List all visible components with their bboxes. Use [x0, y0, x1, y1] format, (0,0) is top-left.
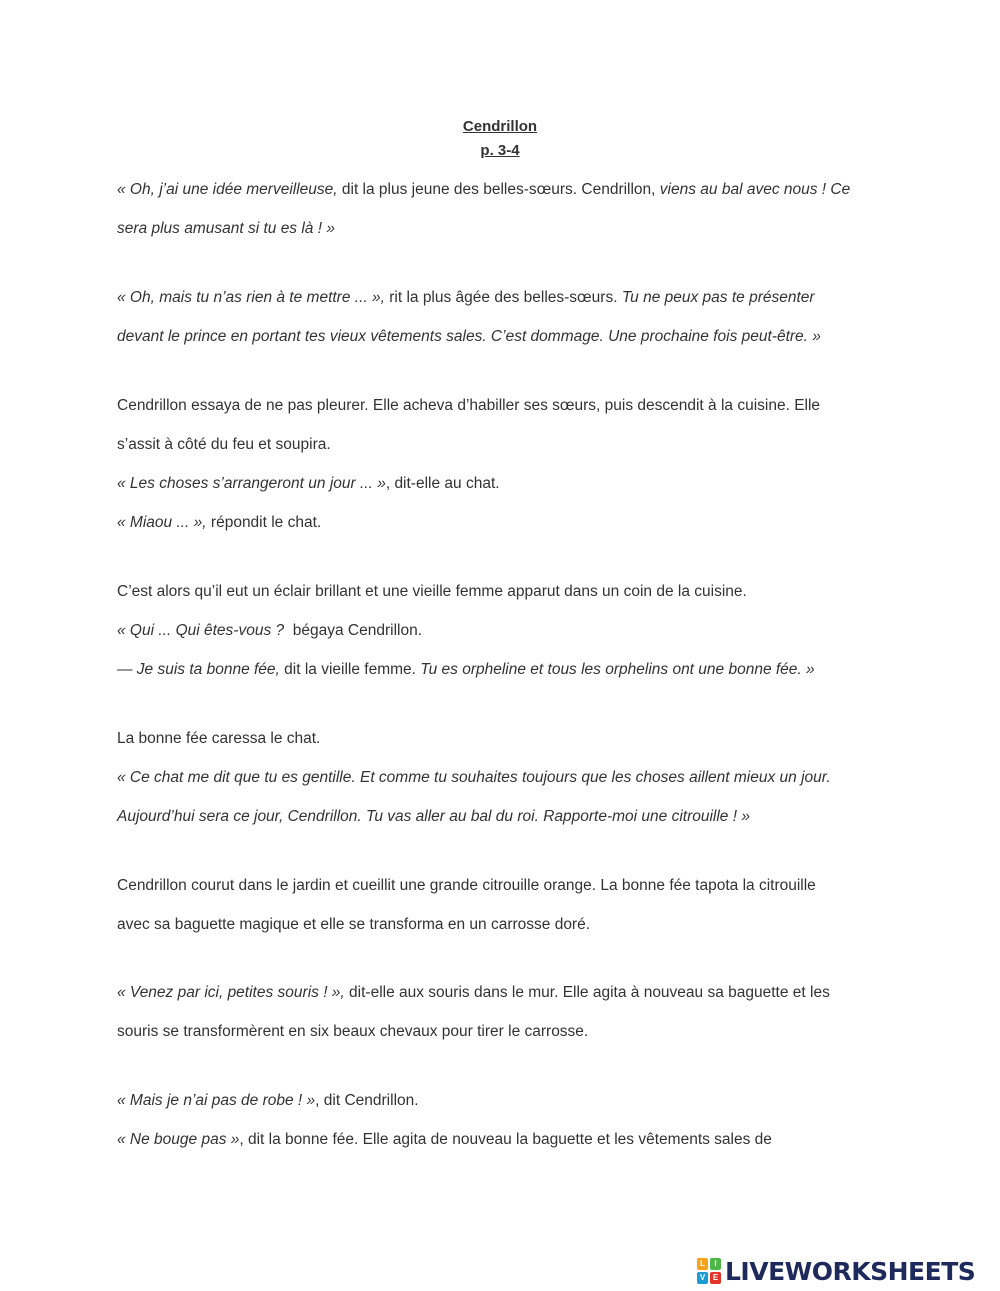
dialogue-text: « Venez par ici, petites souris ! », — [117, 984, 345, 1001]
narration-text: dit la plus jeune des belles-sœurs. Cendrillon, — [337, 181, 660, 198]
dialogue-text: « Oh, mais tu n’as rien à te mettre ... », — [117, 289, 385, 306]
dialogue-text: viens au bal avec nous ! Ce — [659, 181, 851, 198]
text-line — [117, 621, 897, 641]
page-subtitle: p. 3-4 — [480, 142, 520, 159]
text-line — [117, 474, 897, 494]
dialogue-text: Aujourd’hui sera ce jour, Cendrillon. Tu vas aller au bal du roi. Rapporte-moi une citrouille ! » — [117, 808, 750, 825]
logo-mark-icon: L I V E — [697, 1258, 721, 1284]
text-line — [117, 219, 897, 239]
liveworksheets-logo — [697, 1257, 975, 1285]
dialogue-text: « Miaou ... », — [117, 514, 207, 531]
dialogue-text: devant le prince en portant tes vieux vêtements sales. C’est dommage. Une prochaine fois peut-être. » — [117, 328, 821, 345]
dialogue-text: « Ce chat me dit que tu es gentille. Et comme tu souhaites toujours que les choses aillent mieux un jour. — [117, 769, 831, 786]
narration-text: Cendrillon courut dans le jardin et cueillit une grande citrouille orange. La bonne fée tapota la citrouille — [117, 877, 816, 894]
narration-text: rit la plus âgée des belles-sœurs. — [384, 289, 622, 306]
text-line — [117, 768, 897, 788]
text-line — [117, 1022, 897, 1042]
narration-text: dit la vieille femme. — [279, 661, 421, 678]
text-line — [117, 180, 897, 200]
text-line — [117, 660, 897, 680]
text-line — [117, 807, 897, 827]
dialogue-text: Tu ne peux pas te présenter — [621, 289, 815, 306]
text-line — [117, 915, 897, 935]
page-title: Cendrillon — [462, 118, 538, 135]
logo-wordmark: LIVEWORKSHEETS — [725, 1256, 976, 1286]
dialogue-text: « Les choses s’arrangeront un jour ... » — [117, 475, 386, 492]
narration-text: Cendrillon essaya de ne pas pleurer. Elle acheva d’habiller ses sœurs, puis descendit à la cuisine. Elle — [117, 397, 821, 414]
text-line — [117, 327, 897, 347]
text-line — [117, 582, 897, 602]
dialogue-text: — Je suis ta bonne fée, — [117, 661, 280, 678]
narration-text: La bonne fée caressa le chat. — [117, 730, 321, 747]
dialogue-text: « Ne bouge pas » — [117, 1131, 240, 1148]
dialogue-text: sera plus amusant si tu es là ! » — [117, 220, 335, 237]
narration-text: s’assit à côté du feu et soupira. — [117, 436, 331, 453]
dialogue-text: Tu es orpheline et tous les orphelins ont une bonne fée. » — [420, 661, 815, 678]
dialogue-text: « Qui ... Qui êtes-vous ? — [117, 622, 289, 639]
narration-text: dit-elle aux souris dans le mur. Elle agita à nouveau sa baguette et les — [344, 984, 830, 1001]
text-line — [117, 1130, 897, 1150]
narration-text: répondit le chat. — [206, 514, 322, 531]
text-line — [117, 513, 897, 533]
dialogue-text: « Oh, j’ai une idée merveilleuse, — [117, 181, 338, 198]
text-line — [117, 1091, 897, 1111]
narration-text: souris se transformèrent en six beaux chevaux pour tirer le carrosse. — [117, 1023, 589, 1040]
text-line — [117, 983, 897, 1003]
text-line — [117, 396, 897, 416]
text-line — [117, 729, 897, 749]
narration-text: , dit-elle au chat. — [385, 475, 500, 492]
text-line — [117, 876, 897, 896]
narration-text: , dit la bonne fée. Elle agita de nouveau la baguette et les vêtements sales de — [239, 1131, 772, 1148]
text-line — [117, 288, 897, 308]
narration-text: avec sa baguette magique et elle se transforma en un carrosse doré. — [117, 916, 591, 933]
narration-text: C’est alors qu’il eut un éclair brillant et une vieille femme apparut dans un coin de la cuisine. — [117, 583, 747, 600]
dialogue-text: « Mais je n’ai pas de robe ! » — [117, 1092, 316, 1109]
narration-text: , dit Cendrillon. — [315, 1092, 419, 1109]
text-line — [117, 435, 897, 455]
narration-text: bégaya Cendrillon. — [288, 622, 423, 639]
